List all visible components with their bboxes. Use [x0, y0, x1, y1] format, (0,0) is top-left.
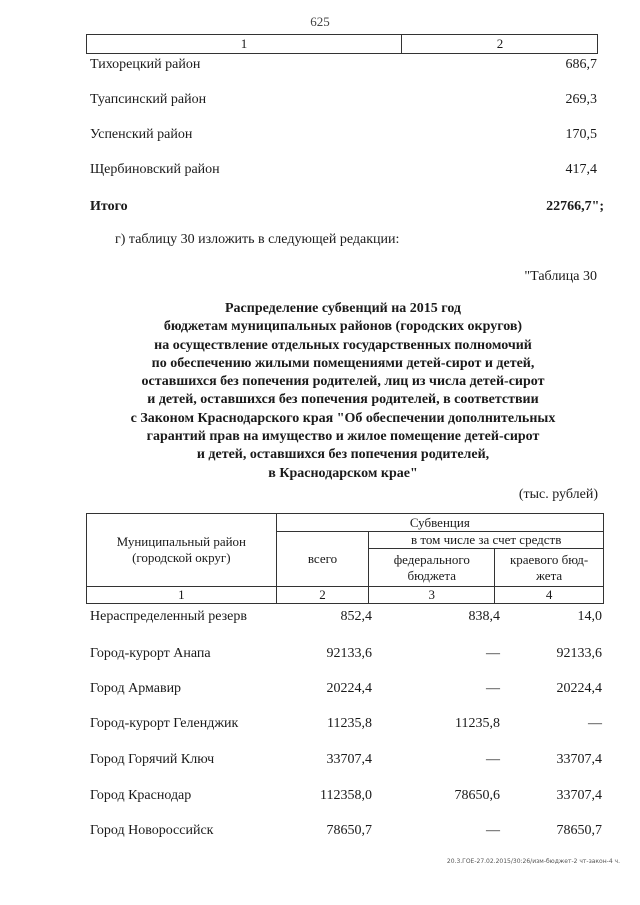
total-cell: 112358,0 — [320, 788, 372, 803]
row-name: Щербиновский район — [90, 162, 220, 177]
regional-cell: 14,0 — [577, 609, 602, 624]
row-value: 269,3 — [565, 92, 597, 107]
row-value: 417,4 — [565, 162, 597, 177]
regional-cell: 33707,4 — [556, 788, 602, 803]
col-num-1: 1 — [87, 587, 277, 604]
title-line: на осуществление отдельных государственных полномочий — [154, 337, 532, 353]
table-title — [60, 300, 626, 483]
total-cell: 78650,7 — [326, 823, 372, 838]
regional-cell: 20224,4 — [556, 681, 602, 696]
header-total: всего — [276, 532, 369, 587]
intro-text: г) таблицу 30 изложить в следующей редакции: — [115, 232, 400, 247]
header-incl: в том числе за счет средств — [369, 532, 604, 549]
district-name: Город-курорт Анапа — [90, 646, 211, 661]
district-name: Город Горячий Ключ — [90, 752, 215, 767]
table-label: "Таблица 30 — [524, 269, 597, 284]
title-line: гарантий прав на имущество и жилое помещение детей-сирот — [146, 429, 540, 445]
col-num-3: 3 — [369, 587, 495, 604]
federal-cell: 838,4 — [468, 609, 500, 624]
total-value: 22766,7"; — [546, 199, 604, 214]
federal-cell: — — [486, 646, 500, 661]
units-label: (тыс. рублей) — [518, 487, 598, 502]
title-line: оставшихся без попечения родителей, лиц из числа детей-сирот — [141, 374, 545, 390]
continuation-header — [86, 34, 598, 54]
footer-file-reference: 20.3.ГОЕ-27.02.2015/30:26/изм-бюджет-2 чт-закон-4 ч. — [446, 858, 620, 865]
row-value: 170,5 — [565, 127, 597, 142]
regional-cell: — — [588, 716, 602, 731]
title-line: Распределение субвенций на 2015 год — [225, 301, 461, 316]
page-number: 625 — [310, 14, 330, 29]
district-name: Нераспределенный резерв — [90, 609, 247, 624]
total-cell: 20224,4 — [326, 681, 372, 696]
title-line: в Краснодарском крае" — [268, 465, 418, 481]
header-district: Муниципальный район (городской округ) — [87, 514, 277, 587]
total-cell: 33707,4 — [326, 752, 372, 767]
header-federal: федерального бюджета — [369, 549, 495, 587]
district-name: Город Краснодар — [90, 788, 192, 803]
total-label: Итого — [90, 199, 128, 214]
row-name: Тихорецкий район — [90, 57, 201, 72]
federal-cell: 78650,6 — [454, 788, 500, 803]
title-line: с Законом Краснодарского края "Об обеспечении дополнительных — [130, 410, 556, 426]
district-name: Город-курорт Геленджик — [90, 716, 239, 731]
title-line: бюджетам муниципальных районов (городских округов) — [163, 319, 523, 335]
total-cell: 92133,6 — [326, 646, 372, 661]
total-cell: 11235,8 — [327, 716, 372, 731]
title-line: и детей, оставшихся без попечения родителей, — [196, 447, 490, 463]
district-name: Город Новороссийск — [90, 823, 214, 838]
total-cell: 852,4 — [340, 609, 372, 624]
row-name: Туапсинский район — [90, 92, 207, 107]
federal-cell: — — [486, 752, 500, 767]
header-subvention: Субвенция — [276, 514, 603, 532]
title-line: по обеспечению жилыми помещениями детей-сирот и детей, — [151, 355, 535, 371]
regional-cell: 78650,7 — [556, 823, 602, 838]
header-regional: краевого бюд- жета — [495, 549, 604, 587]
header-col-2: 2 — [496, 36, 504, 51]
federal-cell: — — [486, 823, 500, 838]
federal-cell: — — [486, 681, 500, 696]
title-line: и детей, оставшихся без попечения родителей, в соответствии — [147, 392, 539, 408]
header-col-1: 1 — [87, 35, 402, 53]
federal-cell: 11235,8 — [455, 716, 500, 731]
row-value: 686,7 — [565, 57, 597, 72]
col-num-4: 4 — [495, 587, 604, 604]
subvention-table-header — [86, 513, 604, 604]
regional-cell: 92133,6 — [556, 646, 602, 661]
col-num-2: 2 — [276, 587, 369, 604]
district-name: Город Армавир — [90, 681, 182, 696]
row-name: Успенский район — [90, 127, 193, 142]
regional-cell: 33707,4 — [556, 752, 602, 767]
